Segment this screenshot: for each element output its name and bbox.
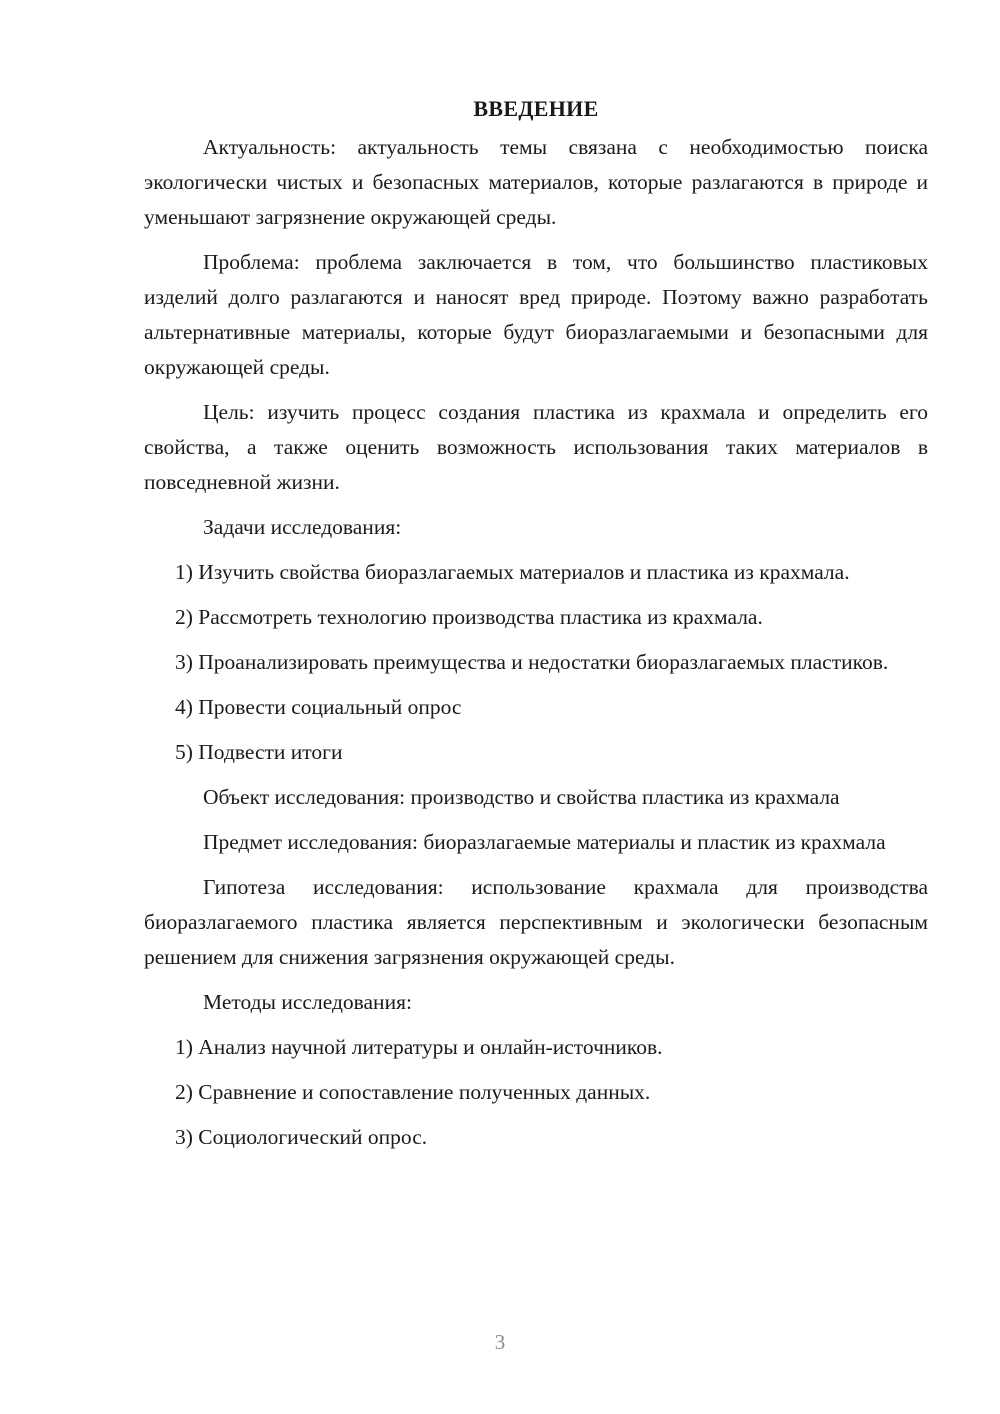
- task-item-2: 2) Рассмотреть технологию производства пластика из крахмала.: [175, 605, 763, 629]
- problem-paragraph: Проблема: проблема заключается в том, что большинство пластиковых изделий долго разлагаются и наносят вред природе. Поэтому важно разработать альтернативные материалы, которые будут биоразлагаемыми и безопасными для окружающей среды.: [144, 250, 928, 379]
- methods-heading: Методы исследования:: [203, 990, 412, 1014]
- task-item-4: 4) Провести социальный опрос: [175, 695, 462, 719]
- method-item-2: 2) Сравнение и сопоставление полученных данных.: [175, 1080, 651, 1104]
- method-item-3: 3) Социологический опрос.: [175, 1125, 428, 1149]
- method-item-1: 1) Анализ научной литературы и онлайн-источников.: [175, 1035, 663, 1059]
- document-page: [144, 92, 928, 1165]
- task-item-5: 5) Подвести итоги: [175, 740, 343, 764]
- relevance-paragraph: Актуальность: актуальность темы связана с необходимостью поиска экологически чистых и безопасных материалов, которые разлагаются в природе и уменьшают загрязнение окружающей среды.: [144, 135, 928, 229]
- task-item-1: 1) Изучить свойства биоразлагаемых материалов и пластика из крахмала.: [175, 560, 850, 584]
- object-paragraph: Объект исследования: производство и свойства пластика из крахмала: [203, 785, 840, 809]
- page-number: 3: [494, 1330, 506, 1354]
- section-title: ВВЕДЕНИЕ: [473, 96, 599, 121]
- subject-paragraph: Предмет исследования: биоразлагаемые материалы и пластик из крахмала: [203, 830, 886, 854]
- goal-paragraph: Цель: изучить процесс создания пластика из крахмала и определить его свойства, а также оценить возможность использования таких материалов в повседневной жизни.: [144, 400, 928, 494]
- task-item-3: 3) Проанализировать преимущества и недостатки биоразлагаемых пластиков.: [175, 650, 889, 674]
- hypothesis-paragraph: Гипотеза исследования: использование крахмала для производства биоразлагаемого пластика является перспективным и экологически безопасным решением для снижения загрязнения окружающей среды.: [144, 875, 928, 969]
- tasks-heading: Задачи исследования:: [203, 515, 402, 539]
